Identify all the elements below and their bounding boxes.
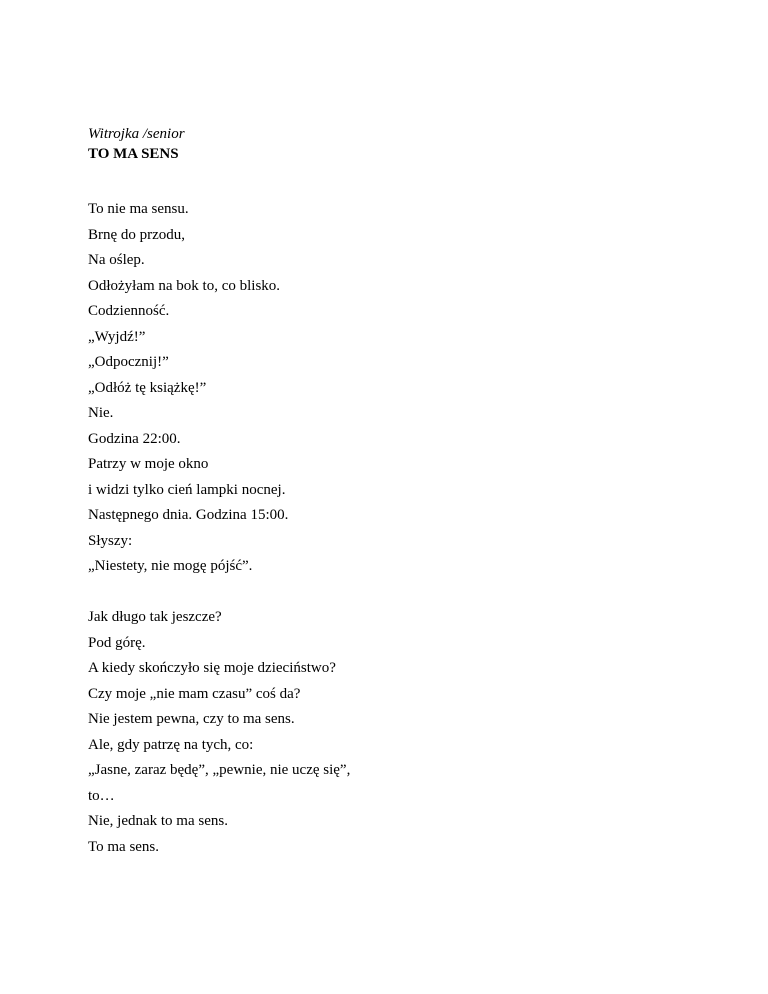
poem-line: Brnę do przodu,	[88, 226, 186, 243]
poem-line: Codzienność.	[88, 303, 170, 319]
poem-line: Pod górę.	[88, 634, 146, 651]
poem-line: A kiedy skończyło się moje dzieciństwo?	[88, 660, 336, 676]
poem-line: to…	[88, 787, 115, 804]
poem-line: Patrzy w moje okno	[88, 456, 209, 472]
poem-line: Jak długo tak jeszcze?	[88, 609, 222, 625]
poem-line: To nie ma sensu.	[88, 201, 189, 217]
poem-line: „Odpocznij!”	[88, 354, 169, 370]
poem-line: „Niestety, nie mogę pójść”.	[88, 558, 253, 574]
poem-header	[88, 124, 688, 164]
stanza-2	[88, 605, 688, 860]
author-line: Witrojka /senior	[88, 126, 185, 142]
poem-line: To ma sens.	[88, 838, 160, 855]
poem-title: TO MA SENS	[88, 146, 179, 162]
poem-line: „Wyjdź!”	[88, 328, 146, 345]
poem-line: Nie, jednak to ma sens.	[88, 813, 228, 829]
poem-line: Następnego dnia. Godzina 15:00.	[88, 507, 289, 523]
stanza-1	[88, 197, 688, 580]
poem-line: Godzina 22:00.	[88, 430, 181, 447]
poem-line: Ale, gdy patrzę na tych, co:	[88, 736, 254, 753]
poem-line: Słyszy:	[88, 532, 133, 549]
poem-line: Nie.	[88, 405, 114, 421]
poem-line: Czy moje „nie mam czasu” coś da?	[88, 685, 301, 702]
poem-line: Na oślep.	[88, 252, 145, 268]
poem-line: „Odłóż tę książkę!”	[88, 379, 207, 396]
poem-line: Odłożyłam na bok to, co blisko.	[88, 277, 281, 294]
poem-line: Nie jestem pewna, czy to ma sens.	[88, 711, 295, 727]
poem-line: „Jasne, zaraz będę”, „pewnie, nie uczę się”,	[88, 762, 351, 778]
poem-line: i widzi tylko cień lampki nocnej.	[88, 481, 286, 498]
